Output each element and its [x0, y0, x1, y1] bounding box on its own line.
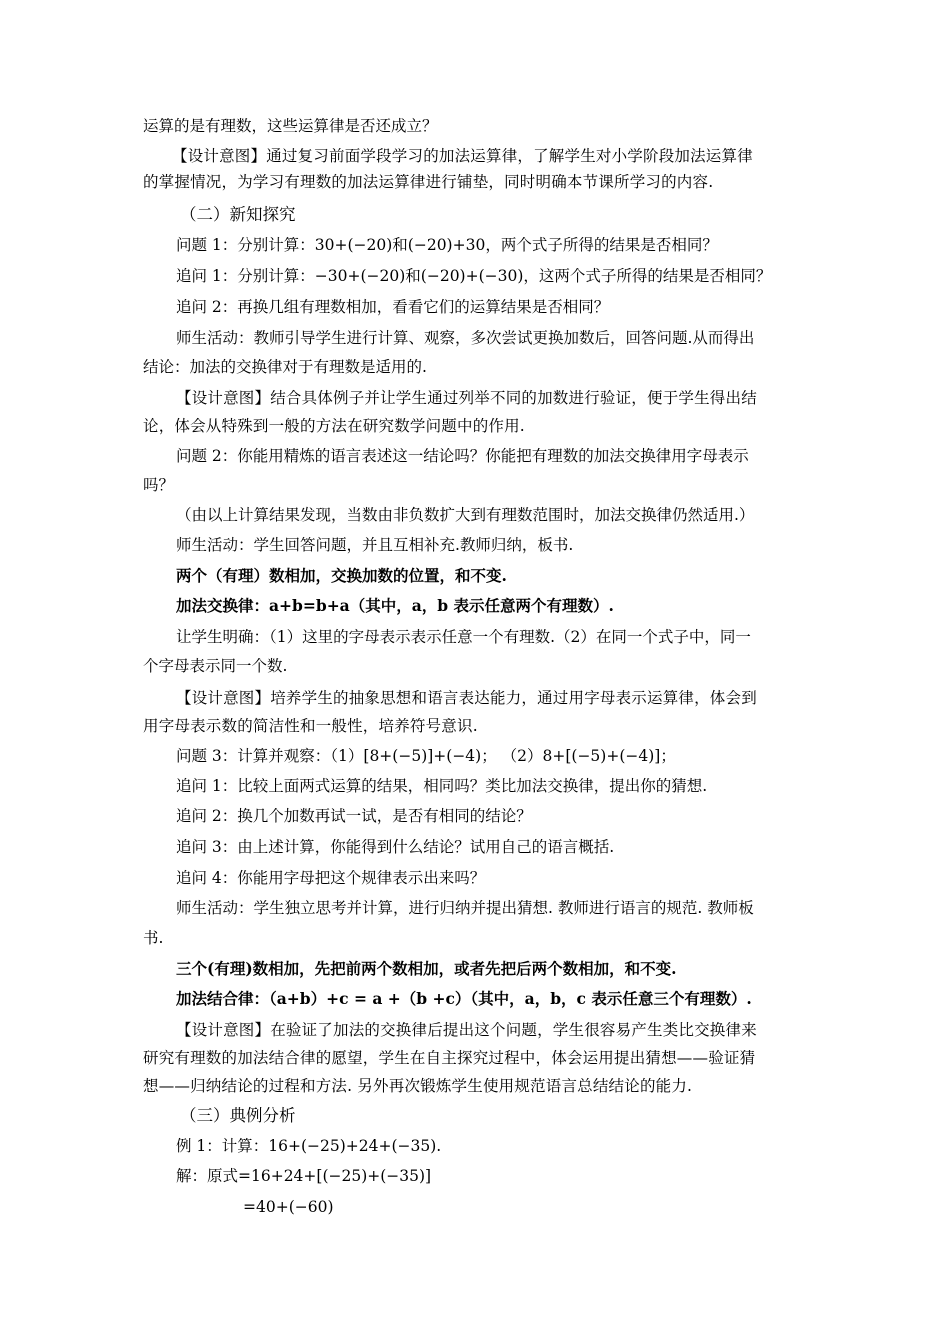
design-intent: 【设计意图】在验证了加法的交换律后提出这个问题，学生很容易产生类比交换律来 [176, 1021, 757, 1039]
design-intent: 【设计意图】通过复习前面学段学习的加法运算律，了解学生对小学阶段加法运算律 [172, 147, 753, 165]
follow-up-question: 追问 2：换几个加数再试一试，是否有相同的结论？ [176, 807, 532, 825]
solution-line: =40+(−60) [243, 1198, 334, 1216]
text-line: 用字母表示数的简洁性和一般性，培养符号意识. [143, 717, 478, 735]
teacher-student-activity: 师生活动：学生独立思考并计算，进行归纳并提出猜想. 教师进行语言的规范. 教师板 [176, 899, 754, 917]
note: （由以上计算结果发现，当数由非负数扩大到有理数范围时，加法交换律仍然适用.） [176, 506, 755, 524]
text-line: 研究有理数的加法结合律的愿望，学生在自主探究过程中，体会运用提出猜想——验证猜 [143, 1049, 756, 1067]
associative-law: 加法结合律：（a+b）+c = a +（b +c）（其中，a，b，c 表示任意三个有理数）. [176, 989, 752, 1008]
text-line: 书. [143, 929, 164, 947]
example-problem: 例 1：计算：16+(−25)+24+(−35). [176, 1137, 442, 1155]
follow-up-question: 追问 4：你能用字母把这个规律表示出来吗？ [176, 869, 486, 887]
section-heading: （二）新知探究 [180, 205, 296, 224]
text-line: 论，体会从特殊到一般的方法在研究数学问题中的作用. [143, 417, 525, 435]
section-heading: （三）典例分析 [180, 1106, 296, 1125]
question: 问题 3：计算并观察：（1）[8+(−5)]+(−4)； （2）8+[(−5)+(−4)]； [176, 747, 676, 765]
commutative-law: 加法交换律：a+b=b+a（其中，a，b 表示任意两个有理数）. [176, 596, 614, 615]
follow-up-question: 追问 1：比较上面两式运算的结果，相同吗？类比加法交换律，提出你的猜想. [176, 777, 708, 795]
question: 问题 1：分别计算：30+(−20)和(−20)+30，两个式子所得的结果是否相同？ [176, 236, 718, 254]
text-line: 的掌握情况，为学习有理数的加法运算律进行铺垫，同时明确本节课所学习的内容. [143, 173, 714, 191]
teacher-student-activity: 师生活动：教师引导学生进行计算、观察，多次尝试更换加数后，回答问题.从而得出 [176, 329, 755, 347]
rule-statement: 三个(有理)数相加，先把前两个数相加，或者先把后两个数相加，和不变. [176, 959, 677, 978]
text-line: 吗？ [143, 476, 175, 494]
design-intent: 【设计意图】结合具体例子并让学生通过列举不同的加数进行验证，便于学生得出结 [176, 389, 757, 407]
rule-statement: 两个（有理）数相加，交换加数的位置，和不变. [176, 566, 507, 585]
text-line: 让学生明确：（1）这里的字母表示表示任意一个有理数.（2）在同一个式子中，同一 [176, 628, 751, 646]
question: 问题 2：你能用精炼的语言表述这一结论吗？你能把有理数的加法交换律用字母表示 [176, 447, 749, 465]
text-line: 结论：加法的交换律对于有理数是适用的. [143, 358, 427, 376]
design-intent: 【设计意图】培养学生的抽象思想和语言表达能力，通过用字母表示运算律，体会到 [176, 689, 757, 707]
follow-up-question: 追问 3：由上述计算，你能得到什么结论？试用自己的语言概括. [176, 838, 615, 856]
text-line: 个字母表示同一个数. [143, 657, 288, 675]
text-line: 运算的是有理数，这些运算律是否还成立？ [143, 117, 438, 135]
teacher-student-activity: 师生活动：学生回答问题，并且互相补充.教师归纳，板书. [176, 536, 574, 554]
follow-up-question: 追问 1：分别计算：−30+(−20)和(−20)+(−30)，这两个式子所得的结果是否相同？ [176, 267, 772, 285]
solution-line: 解：原式=16+24+[(−25)+(−35)] [176, 1167, 432, 1185]
follow-up-question: 追问 2：再换几组有理数相加，看看它们的运算结果是否相同？ [176, 298, 610, 316]
text-line: 想——归纳结论的过程和方法. 另外再次锻炼学生使用规范语言总结结论的能力. [143, 1077, 693, 1095]
